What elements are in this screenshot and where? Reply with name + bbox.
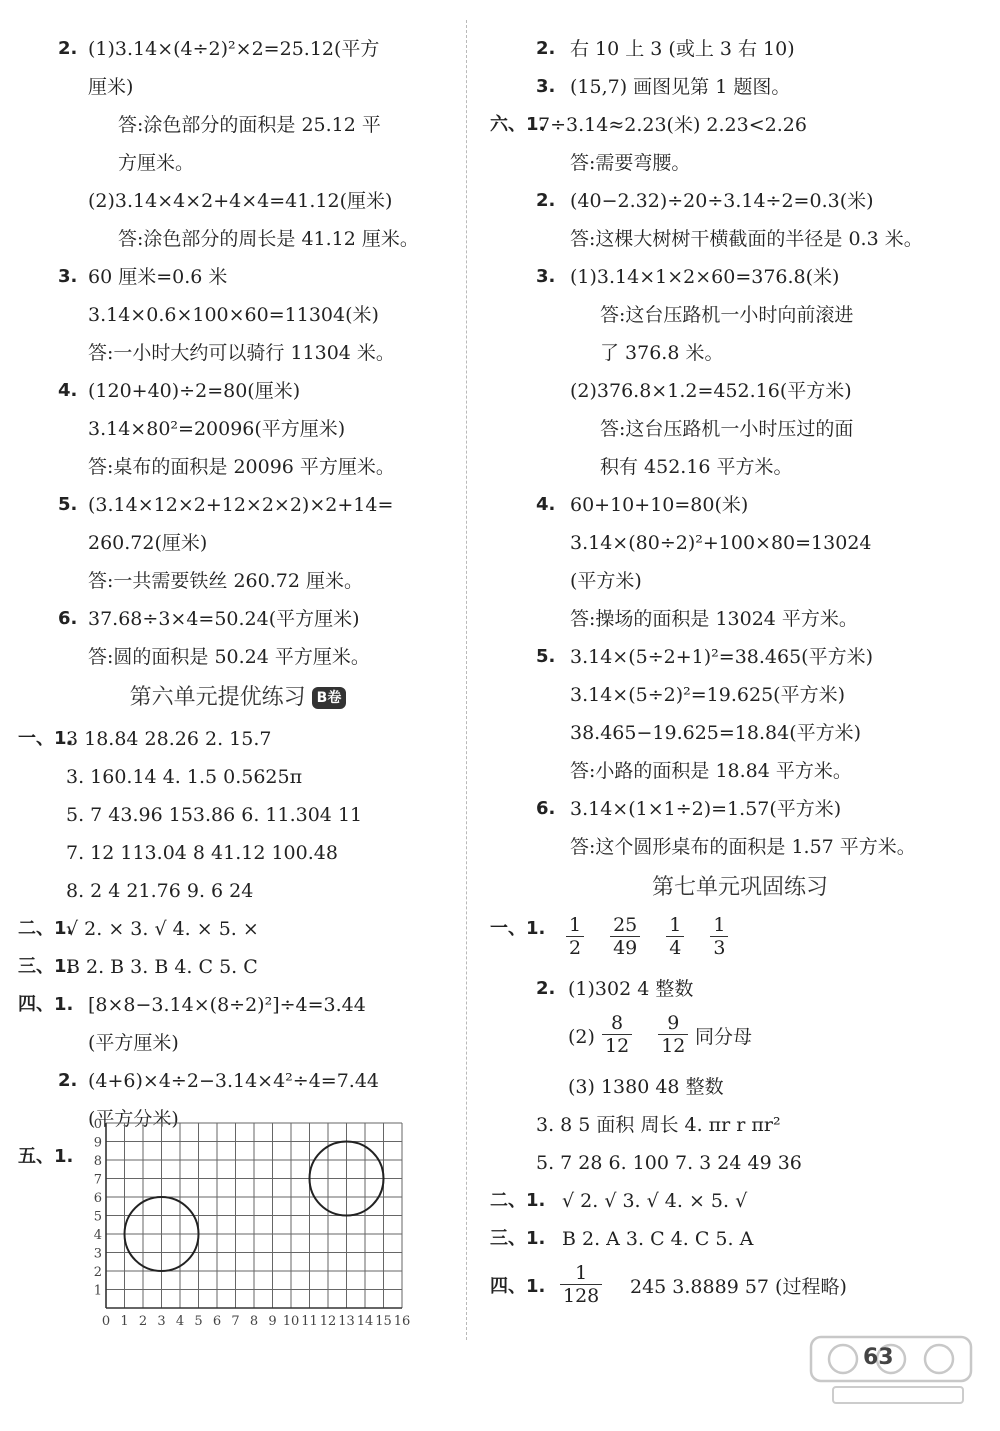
- answer-right-line: [490, 486, 990, 524]
- u7-three-row: [490, 1220, 990, 1258]
- u7-q5-row: [490, 1144, 990, 1182]
- frac-denominator: 4: [669, 937, 682, 959]
- left-column: [18, 30, 458, 1176]
- answer-text: 260.72(厘米): [88, 532, 208, 554]
- x-tick-label: 4: [175, 1314, 185, 1329]
- answer-right-line: [490, 676, 990, 714]
- answer-right-line: [490, 448, 990, 486]
- answer-text: 3.14×0.6×100×60=11304(米): [88, 304, 379, 326]
- answer-right-line: [490, 828, 990, 866]
- x-tick-label: 16: [393, 1314, 411, 1329]
- coordinate-grid-figure: [92, 1118, 422, 1333]
- answer-b-line: [18, 720, 458, 758]
- fraction: [666, 914, 684, 959]
- answer-line: [18, 524, 458, 562]
- frac-denominator: 128: [563, 1285, 600, 1307]
- unit6-answers-part1: [18, 30, 458, 676]
- right-column: [490, 30, 990, 1318]
- u7-four-row: [490, 1258, 990, 1318]
- unit6-heading: [18, 676, 458, 720]
- answer-text: 答:圆的面积是 50.24 平方厘米。: [88, 646, 370, 668]
- answer-b-text: (平方厘米): [88, 1032, 179, 1054]
- answer-line: [18, 106, 458, 144]
- answer-right-label: 六、1.: [490, 114, 546, 135]
- answer-b-line: [18, 834, 458, 872]
- answer-b-text: [8×8−3.14×(8÷2)²]÷4=3.44: [88, 994, 366, 1016]
- answer-line: [18, 448, 458, 486]
- answer-right-text: (40−2.32)÷20÷3.14÷2=0.3(米): [570, 190, 874, 212]
- answer-right-line: [490, 714, 990, 752]
- answer-b-label: 三、1.: [18, 956, 74, 977]
- u7-q5-q7: 5. 7 28 6. 100 7. 3 24 49 36: [536, 1152, 802, 1174]
- answer-b-label: 二、1.: [18, 918, 74, 939]
- answer-right-line: [490, 68, 990, 106]
- answer-right-label: 5.: [536, 646, 556, 667]
- answer-right-text: 3.14×(5÷2+1)²=38.465(平方米): [570, 646, 873, 668]
- answer-label: 6.: [58, 608, 78, 629]
- answer-right-text: (1)3.14×1×2×60=376.8(米): [570, 266, 840, 288]
- answer-right-text: 3.14×(1×1÷2)=1.57(平方米): [570, 798, 842, 820]
- x-tick-label: 12: [319, 1314, 337, 1329]
- u7-four-label: 四、1.: [490, 1276, 546, 1297]
- volume-b-badge: B卷: [312, 687, 347, 709]
- answer-right-text: 答:需要弯腰。: [570, 152, 691, 174]
- u7-q2-part3: (3) 1380 48 整数: [568, 1076, 724, 1098]
- answer-b-line: [18, 872, 458, 910]
- answer-line: [18, 30, 458, 68]
- answer-right-label: 2.: [536, 190, 556, 211]
- x-tick-label: 5: [194, 1314, 203, 1329]
- frac-denominator: 49: [613, 937, 638, 959]
- answer-text: 厘米): [88, 76, 134, 98]
- answer-right-line: [490, 638, 990, 676]
- answer-line: [18, 486, 458, 524]
- y-tick-label: 9: [93, 1135, 102, 1151]
- u7-three-label: 三、1.: [490, 1228, 546, 1249]
- answer-right-text: (平方米): [570, 570, 642, 592]
- u7-two-label: 二、1.: [490, 1190, 546, 1211]
- answer-right-text: 答:这个圆形桌布的面积是 1.57 平方米。: [570, 836, 916, 858]
- x-tick-label: 8: [249, 1314, 259, 1329]
- frac-numerator: 1: [560, 1262, 602, 1285]
- answer-b-text: B 2. B 3. B 4. C 5. C: [66, 956, 258, 978]
- u7-four-answers: 245 3.8889 57 (过程略): [630, 1276, 847, 1298]
- answer-text: 答:一小时大约可以骑行 11304 米。: [88, 342, 395, 364]
- answer-right-line: [490, 258, 990, 296]
- answer-label: 4.: [58, 380, 78, 401]
- answer-right-line: [490, 144, 990, 182]
- answer-text: 60 厘米=0.6 米: [88, 266, 228, 288]
- answer-right-text: 答:这台压路机一小时压过的面: [600, 418, 854, 440]
- answer-b-text: 3 18.84 28.26 2. 15.7: [66, 728, 272, 750]
- fraction: [602, 1012, 632, 1057]
- x-tick-label: 3: [157, 1314, 166, 1329]
- u7-q1-label: 一、1.: [490, 918, 546, 939]
- fraction: [710, 914, 728, 959]
- answer-right-label: 3.: [536, 76, 556, 97]
- u7-q2-part2-row: [490, 1008, 990, 1068]
- x-tick-label: 0: [101, 1314, 111, 1329]
- grid-svg: [92, 1118, 422, 1333]
- y-tick-label: 3: [93, 1246, 102, 1262]
- answer-text: 3.14×80²=20096(平方厘米): [88, 418, 346, 440]
- answer-right-line: [490, 372, 990, 410]
- answer-b-text: (平方分米): [88, 1108, 179, 1130]
- answer-line: [18, 296, 458, 334]
- answer-line: [18, 372, 458, 410]
- x-tick-label: 13: [338, 1314, 355, 1329]
- x-tick-label: 1: [120, 1314, 129, 1329]
- y-tick-label: 2: [93, 1265, 102, 1280]
- frac-numerator: 1: [666, 914, 684, 937]
- answer-label: 2.: [58, 38, 78, 59]
- answer-right-text: 答:操场的面积是 13024 平方米。: [570, 608, 858, 630]
- answer-right-text: 3.14×(80÷2)²+100×80=13024: [570, 532, 872, 554]
- answer-right-label: 4.: [536, 494, 556, 515]
- answer-line: [18, 334, 458, 372]
- page-number: 63: [863, 1345, 894, 1370]
- answer-line: [18, 562, 458, 600]
- y-tick-label: 5: [93, 1209, 102, 1225]
- fraction: [658, 1012, 688, 1057]
- u7-two-row: [490, 1182, 990, 1220]
- x-tick-label: 7: [231, 1314, 240, 1329]
- frac-numerator: 9: [658, 1012, 688, 1035]
- answer-b-line: [18, 758, 458, 796]
- answer-line: [18, 144, 458, 182]
- answer-line: [18, 182, 458, 220]
- u7-q2-row: [490, 970, 990, 1008]
- y-tick-label: 0: [93, 1118, 102, 1132]
- answer-right-line: [490, 182, 990, 220]
- x-tick-label: 14: [356, 1314, 374, 1329]
- answer-right-text: (15,7) 画图见第 1 题图。: [570, 76, 791, 98]
- answer-right-label: 2.: [536, 38, 556, 59]
- answer-right-text: 38.465−19.625=18.84(平方米): [570, 722, 862, 744]
- answer-right-line: [490, 410, 990, 448]
- answer-right-label: 6.: [536, 798, 556, 819]
- answer-b-text: 7. 12 113.04 8 41.12 100.48: [66, 842, 338, 864]
- answer-b-label: 四、1.: [18, 994, 74, 1015]
- answer-b-line: [18, 986, 458, 1024]
- y-tick-label: 6: [93, 1191, 102, 1206]
- answer-text: (1)3.14×(4÷2)²×2=25.12(平方: [88, 38, 380, 60]
- answer-right-text: 积有 452.16 平方米。: [600, 456, 793, 478]
- answer-line: [18, 410, 458, 448]
- u7-four-fraction: [556, 1262, 606, 1307]
- u7-q2-fractions: [598, 1012, 710, 1057]
- u7-q2-part3-row: [490, 1068, 990, 1106]
- x-tick-label: 6: [212, 1314, 222, 1329]
- answer-right-line: [490, 790, 990, 828]
- u7-two-answers: √ 2. √ 3. √ 4. × 5. √: [562, 1190, 748, 1212]
- answer-label: 5.: [58, 494, 78, 515]
- answer-right-text: 右 10 上 3 (或上 3 右 10): [570, 38, 795, 60]
- answer-right-text: 3.14×(5÷2)²=19.625(平方米): [570, 684, 845, 706]
- u7-three-answers: B 2. A 3. C 4. C 5. A: [562, 1228, 754, 1250]
- answer-right-line: [490, 220, 990, 258]
- answer-label: 3.: [58, 266, 78, 287]
- answer-right-line: [490, 30, 990, 68]
- answer-b-line: [18, 910, 458, 948]
- answer-b-line: [18, 948, 458, 986]
- answer-text: 37.68÷3×4=50.24(平方厘米): [88, 608, 360, 630]
- unit6-answers-part2: [18, 720, 458, 1138]
- y-tick-label: 1: [93, 1283, 102, 1299]
- answer-line: [18, 220, 458, 258]
- u7-q2-label: 2.: [536, 978, 556, 999]
- answer-right-line: [490, 296, 990, 334]
- answer-b-label: 2.: [58, 1070, 78, 1091]
- answer-line: [18, 600, 458, 638]
- answer-b-text: 3. 160.14 4. 1.5 0.5625π: [66, 766, 303, 788]
- frac-numerator: 8: [602, 1012, 632, 1035]
- u7-q1-fractions: [562, 914, 750, 959]
- y-tick-label: 8: [93, 1154, 102, 1169]
- x-tick-label: 15: [375, 1314, 392, 1329]
- frac-numerator: 25: [610, 914, 640, 937]
- answer-b-text: 8. 2 4 21.76 9. 6 24: [66, 880, 254, 902]
- watermark-logo: [803, 1331, 978, 1411]
- answer-line: [18, 638, 458, 676]
- frac-numerator: 1: [710, 914, 728, 937]
- answer-line: [18, 68, 458, 106]
- answer-text: 答:涂色部分的面积是 25.12 平: [118, 114, 381, 136]
- answer-right-line: [490, 524, 990, 562]
- question-five-label: 五、1.: [18, 1146, 74, 1167]
- answer-right-text: (2)376.8×1.2=452.16(平方米): [570, 380, 852, 402]
- column-divider: [466, 20, 467, 1340]
- answer-b-line: [18, 796, 458, 834]
- u7-q2-part1: (1)302 4 整数: [568, 978, 694, 1000]
- answer-right-line: [490, 752, 990, 790]
- answer-right-text: 答:小路的面积是 18.84 平方米。: [570, 760, 852, 782]
- answer-text: 答:一共需要铁丝 260.72 厘米。: [88, 570, 363, 592]
- frac-denominator: 2: [569, 937, 582, 959]
- answer-right-line: [490, 562, 990, 600]
- answer-right-text: 了 376.8 米。: [600, 342, 724, 364]
- y-tick-label: 7: [93, 1172, 102, 1188]
- answer-right-text: 60+10+10=80(米): [570, 494, 749, 516]
- u7-q2-part2-suffix: 同分母: [695, 1026, 753, 1048]
- unit6-heading-text: 第六单元提优练习: [129, 685, 306, 710]
- y-tick-label: 4: [93, 1228, 102, 1243]
- answer-text: (120+40)÷2=80(厘米): [88, 380, 301, 402]
- answer-b-label: 一、1.: [18, 728, 74, 749]
- answer-right-line: [490, 106, 990, 144]
- answer-text: 答:桌布的面积是 20096 平方厘米。: [88, 456, 395, 478]
- unit7-heading: [490, 866, 990, 910]
- answer-b-text: √ 2. × 3. √ 4. × 5. ×: [66, 918, 259, 940]
- frac-denominator: 12: [661, 1035, 686, 1057]
- answer-right-line: [490, 600, 990, 638]
- fraction: [610, 914, 640, 959]
- answer-right-label: 3.: [536, 266, 556, 287]
- u7-q3-row: [490, 1106, 990, 1144]
- answer-right-text: 7÷3.14≈2.23(米) 2.23<2.26: [538, 114, 807, 136]
- answer-text: 方厘米。: [118, 152, 195, 174]
- frac-denominator: 12: [605, 1035, 630, 1057]
- answer-right-text: 答:这棵大树树干横截面的半径是 0.3 米。: [570, 228, 923, 250]
- answer-text: 答:涂色部分的周长是 41.12 厘米。: [118, 228, 419, 250]
- answer-b-line: [18, 1024, 458, 1062]
- frac-denominator: 3: [713, 937, 726, 959]
- x-tick-label: 9: [268, 1314, 277, 1329]
- x-tick-label: 10: [282, 1314, 300, 1329]
- answer-b-line: [18, 1062, 458, 1100]
- u7-q2-part2-prefix: (2): [568, 1026, 595, 1048]
- answer-right-line: [490, 334, 990, 372]
- answer-b-text: 5. 7 43.96 153.86 6. 11.304 11: [66, 804, 363, 826]
- unit6-answers-part3: [490, 30, 990, 866]
- fraction: [566, 914, 584, 959]
- answer-text: (2)3.14×4×2+4×4=41.12(厘米): [88, 190, 393, 212]
- unit7-heading-text: 第七单元巩固练习: [651, 875, 828, 900]
- u7-q1-row: [490, 910, 990, 970]
- answer-line: [18, 258, 458, 296]
- answer-b-text: (4+6)×4÷2−3.14×4²÷4=7.44: [88, 1070, 380, 1092]
- watermark-graphic: [803, 1331, 978, 1411]
- answer-text: (3.14×12×2+12×2×2)×2+14=: [88, 494, 394, 516]
- x-tick-label: 11: [301, 1314, 318, 1329]
- u7-q3-q4: 3. 8 5 面积 周长 4. πr r πr²: [536, 1114, 781, 1136]
- x-tick-label: 2: [138, 1314, 148, 1329]
- frac-numerator: 1: [566, 914, 584, 937]
- answer-right-text: 答:这台压路机一小时向前滚进: [600, 304, 854, 326]
